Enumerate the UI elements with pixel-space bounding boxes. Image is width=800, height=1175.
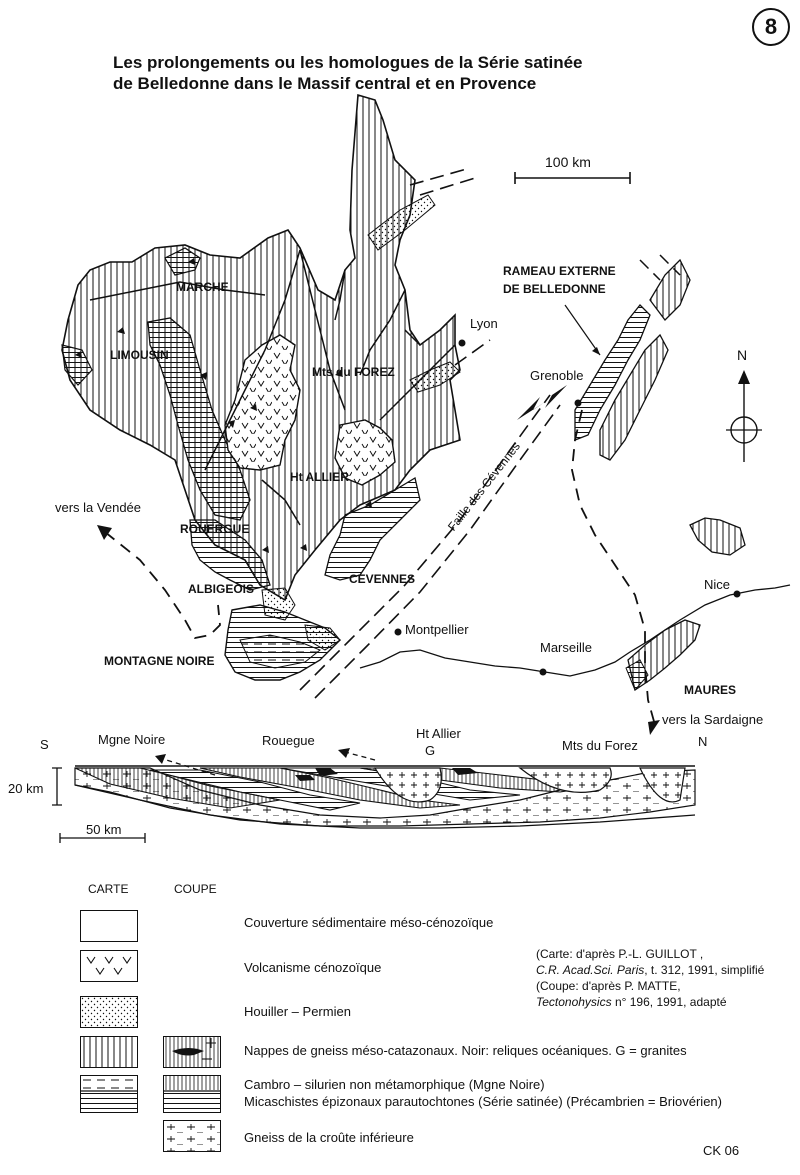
label-nice: Nice: [704, 577, 731, 592]
legend-item-micaschistes: Micaschistes épizonaux parautochtones (Série satinée) (Précambrien = Briovérien): [244, 1094, 722, 1109]
map-scale-bar: [515, 172, 630, 184]
legend-item-houiller: Houiller – Permien: [244, 1004, 351, 1019]
section-depth-label: 20 km: [8, 781, 44, 796]
section-label-rouegue: Rouegue: [262, 733, 315, 748]
legend-item-gneiss: Gneiss de la croûte inférieure: [244, 1130, 414, 1145]
title-line-1: Les prolongements ou les homologues de la Série satinée: [113, 53, 583, 72]
belledonne-pointer-head: [592, 347, 600, 355]
label-forez: Mts du FOREZ: [312, 365, 395, 379]
legend-section-swatch-nappes: [163, 1036, 221, 1068]
nice-dot: [734, 591, 741, 598]
cambro-micaschistes-swatch-pattern: [81, 1076, 137, 1112]
lyon-dot: [459, 340, 466, 347]
reference-journal-2: Tectonohysics: [536, 995, 612, 1009]
label-marseille: Marseille: [540, 640, 593, 655]
label-sardaigne: vers la Sardaigne: [662, 712, 764, 727]
section-scale-label: 50 km: [86, 822, 122, 837]
belledonne-pointer: [565, 305, 600, 355]
strike-slip-arrows: [517, 385, 567, 420]
map-scale-label: 100 km: [545, 154, 591, 170]
reference-details-1: , t. 312, 1991, simplifié: [644, 963, 765, 977]
legend-item-couverture: Couverture sédimentaire méso-cénozoïque: [244, 915, 494, 930]
marseille-dot: [540, 669, 547, 676]
volcanisme-swatch-pattern: [81, 951, 137, 981]
label-limousin: LIMOUSIN: [110, 348, 169, 362]
legend-item-volcanisme: Volcanisme cénozoïque: [244, 960, 382, 975]
cambro-micaschistes-section-pattern: [164, 1076, 220, 1112]
vendee-arrow-head: [97, 525, 112, 540]
label-cevennes: CEVENNES: [349, 572, 416, 586]
reference-details-2: n° 196, 1991, adapté: [611, 995, 727, 1009]
signature: CK 06: [703, 1143, 740, 1158]
legend-swatch-cambro-micaschistes: [80, 1075, 138, 1113]
legend-section-swatch-gneiss: [163, 1120, 221, 1152]
north-arrow: [726, 370, 762, 462]
north-label: N: [737, 347, 748, 363]
section-label-mgne-noire: Mgne Noire: [98, 732, 166, 747]
sardaigne-arrow-head: [648, 720, 660, 735]
section-label-s: S: [40, 737, 49, 752]
belledonne-north: [650, 260, 690, 320]
legend-swatch-nappes: [80, 1036, 138, 1068]
montpellier-dot: [395, 629, 402, 636]
label-montagne-noire: MONTAGNE NOIRE: [104, 654, 215, 668]
legend-header-coupe: COUPE: [174, 882, 217, 896]
section-label-g: G: [425, 743, 436, 758]
label-ht-allier: Ht ALLIER: [290, 470, 349, 484]
label-lyon: Lyon: [470, 316, 498, 331]
section-label-ht-allier: Ht Allier: [416, 726, 461, 741]
legend-swatch-volcanisme: [80, 950, 138, 982]
section-label-forez: Mts du Forez: [562, 738, 638, 753]
label-grenoble: Grenoble: [530, 368, 584, 383]
reference-line-1: (Carte: d'après P.-L. GUILLOT ,: [536, 947, 704, 961]
label-faille-cevennes: Faille des Cévennes: [445, 439, 523, 534]
legend-item-nappes: Nappes de gneiss méso-catazonaux. Noir: reliques océaniques. G = granites: [244, 1043, 687, 1058]
belledonne-fragment: [690, 518, 745, 555]
cross-section: [52, 748, 695, 843]
legend-item-cambro: Cambro – silurien non métamorphique (Mgne Noire): [244, 1077, 545, 1092]
legend-swatch-houiller: [80, 996, 138, 1028]
label-rameau-1: RAMEAU EXTERNE: [503, 264, 616, 278]
nappes-section-pattern: [164, 1037, 220, 1067]
legend-header-carte: CARTE: [88, 882, 129, 896]
label-rouergue: ROUERGUE: [180, 522, 250, 536]
label-maures: MAURES: [684, 683, 737, 697]
grenoble-dot: [575, 400, 582, 407]
reference-line-3: (Coupe: d'après P. MATTE,: [536, 979, 681, 993]
reference-line-4: [536, 994, 727, 1010]
gneiss-section-pattern: [164, 1121, 220, 1151]
reference-line-2: [536, 962, 764, 978]
label-montpellier: Montpellier: [405, 622, 469, 637]
plate-number: 8: [752, 8, 790, 46]
houiller-swatch-pattern: [81, 997, 137, 1027]
label-albigeois: ALBIGEOIS: [188, 582, 255, 596]
legend-section-swatch-cambro-micaschistes: [163, 1075, 221, 1113]
nappes-swatch-pattern: [81, 1037, 137, 1067]
label-marche: MARCHE: [176, 280, 229, 294]
title-line-2: de Belledonne dans le Massif central et en Provence: [113, 74, 537, 93]
label-rameau-2: DE BELLEDONNE: [503, 282, 606, 296]
legend-swatch-couverture: [80, 910, 138, 942]
label-vendee: vers la Vendée: [55, 500, 142, 515]
reference-journal-1: C.R. Acad.Sci. Paris: [536, 963, 645, 977]
section-label-n: N: [698, 734, 708, 749]
